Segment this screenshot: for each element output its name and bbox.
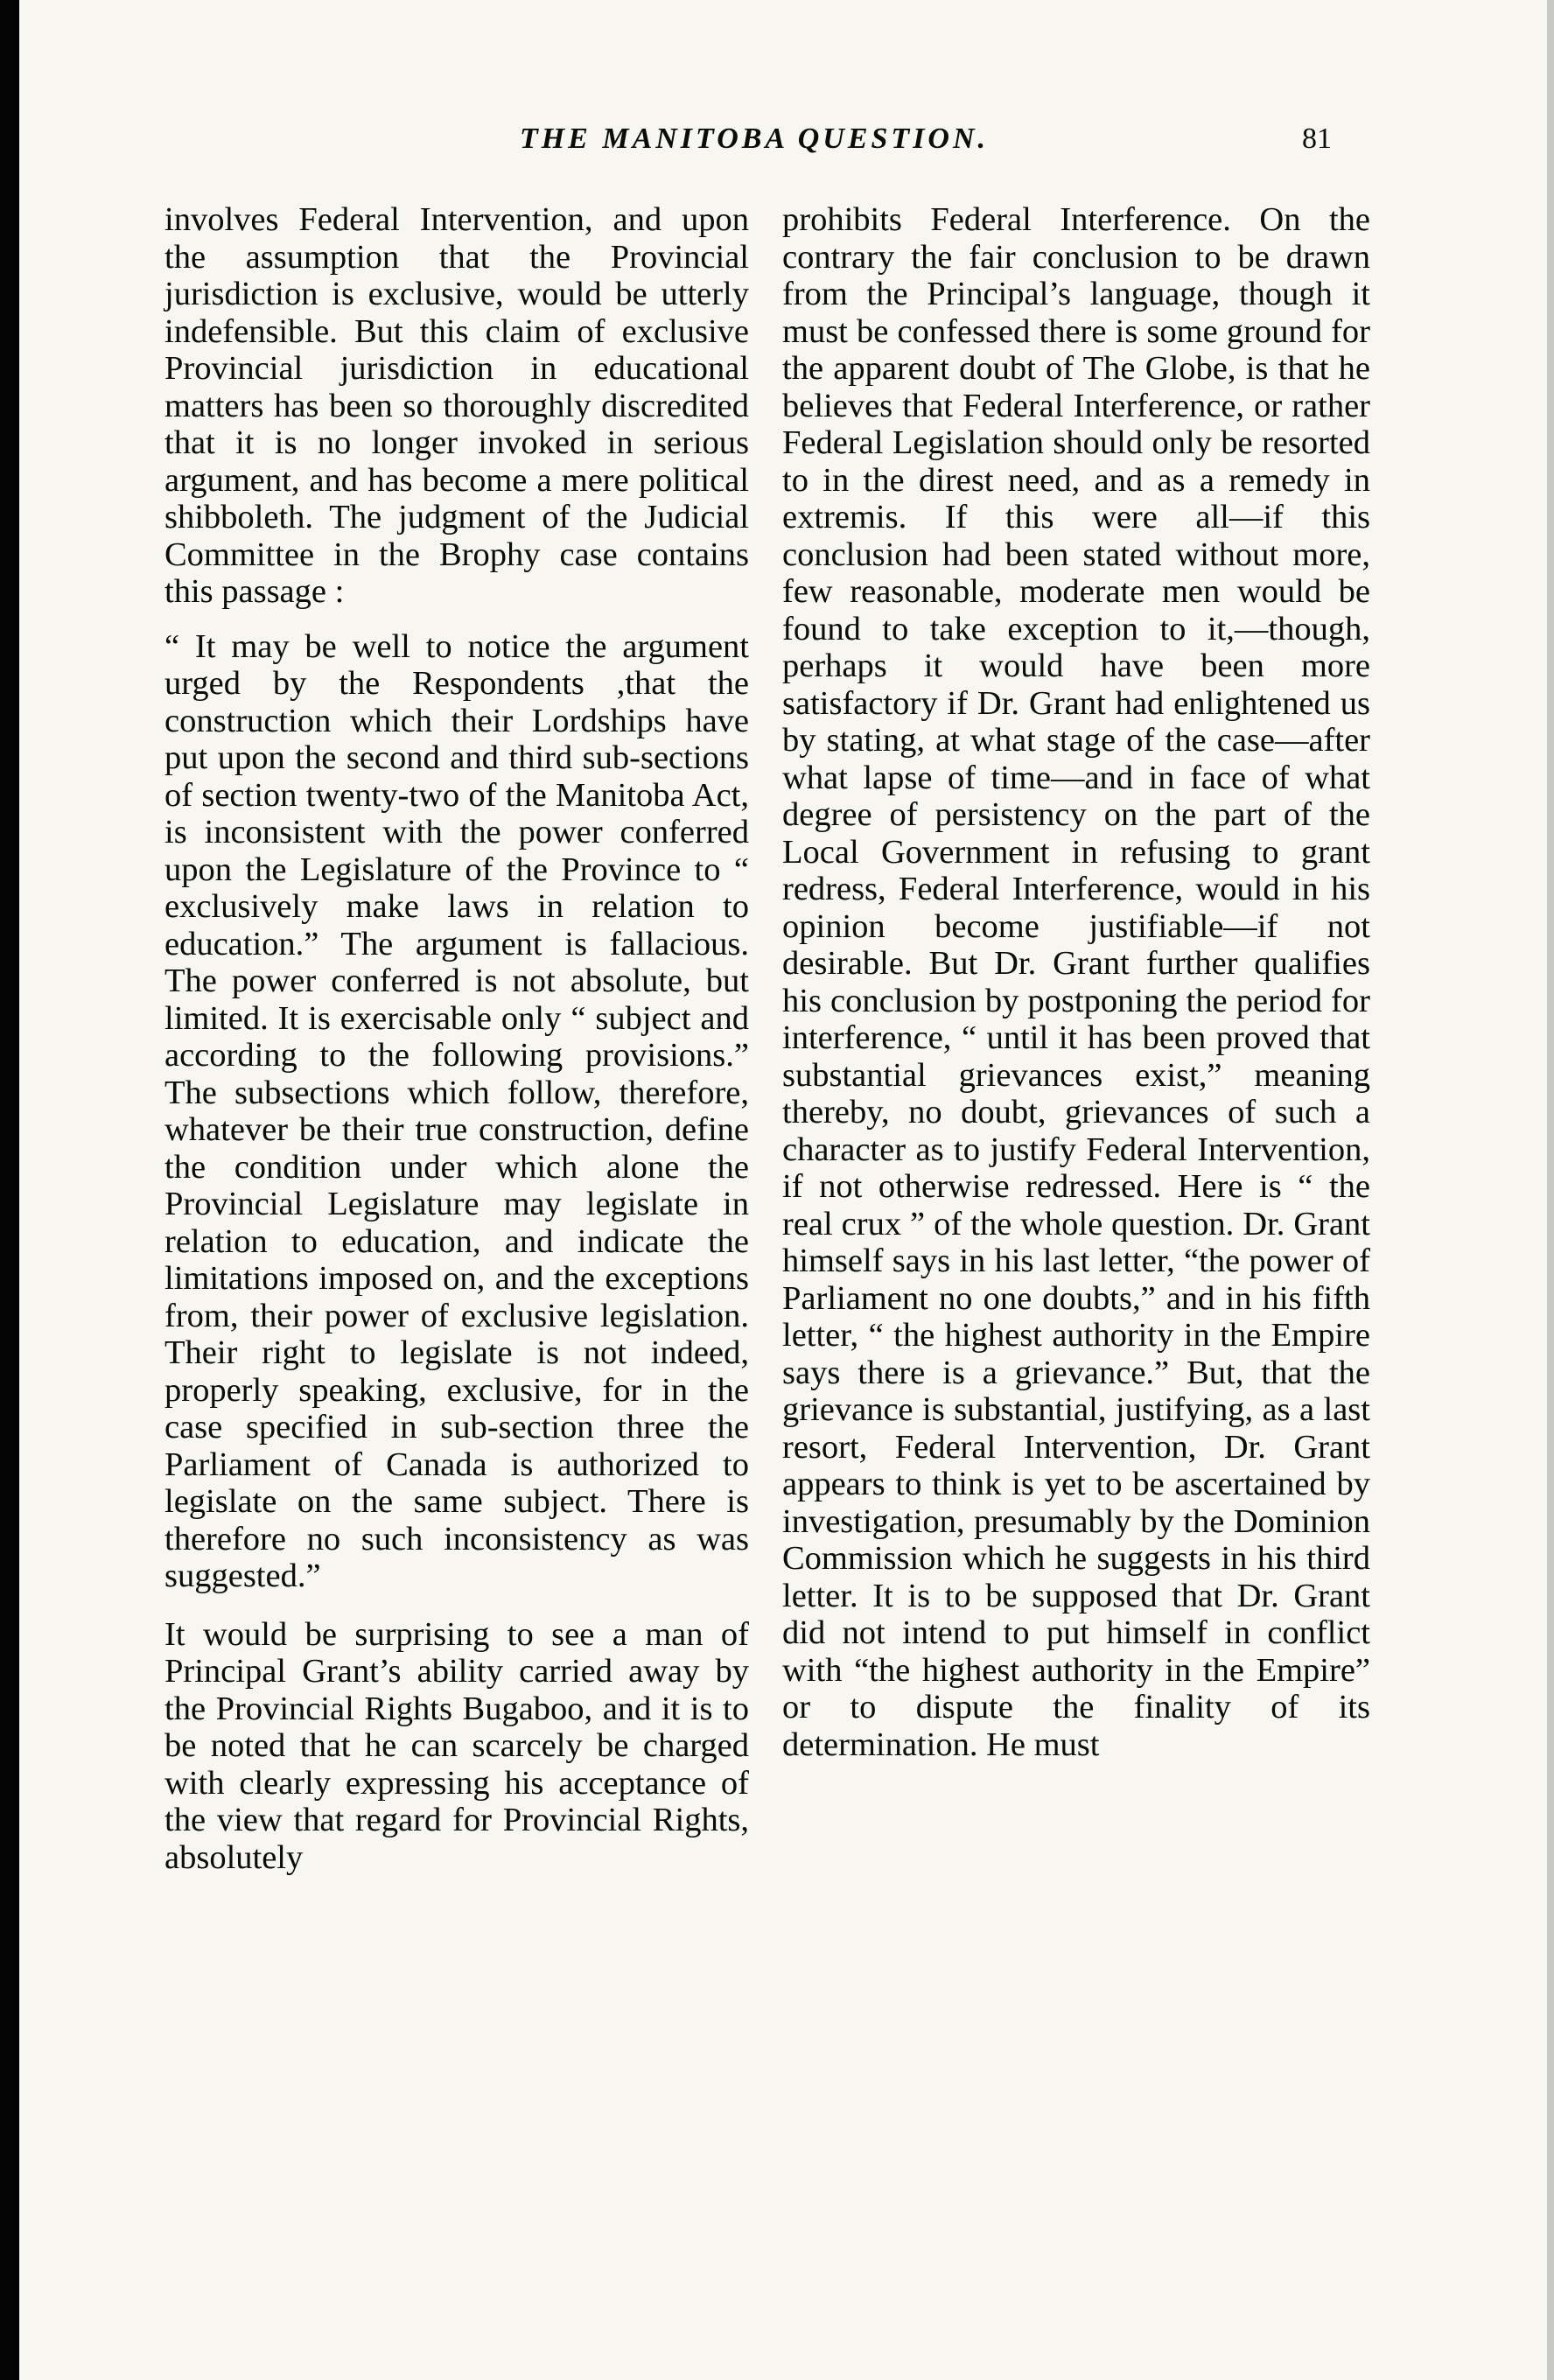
left-paragraph-1: involves Federal Intervention, and upon the assumption that the Provincial jurisdiction is exclusive, would be utterly indefensible. But this claim of exclusive Provincial jurisdiction in educational matters has been so thoroughly discredited that it is no longer invoked in serious argument, and has become a mere political shibboleth. The judgment of the Judicial Committee in the Brophy case contains this passage : [164, 201, 749, 610]
block-quote: “ It may be well to notice the argument urged by the Respondents ,that the construction which their Lordships have put upon the second and third sub-sections of section twenty-two of the Manitoba Act, is inconsistent with the power conferred upon the Legislature of the Province to “ exclusively make laws in relation to education.” The argument is fallacious. The power conferred is not absolute, but limited. It is exercisable only “ subject and according to the following provisions.” The subsections which follow, therefore, whatever be their true construction, define the condition under which alone the Provincial Legislature may legislate in relation to education, and indicate the limitations imposed on, and the exceptions from, their power of exclusive legislation. Their right to legislate is not indeed, properly speaking, exclusive, for in the case specified in sub-section three the Parliament of Canada is authorized to legislate on the same subject. There is therefore no such inconsistency as was suggested.” [164, 627, 749, 1594]
left-paragraph-2: It would be surprising to see a man of Principal Grant’s ability carried away by the Provincial Rights Bugaboo, and it is to be noted that he can scarcely be charged with clearly expressing his acceptance of the view that regard for Provincial Rights, absolutely [164, 1615, 749, 1876]
scan-right-edge [1547, 0, 1554, 2380]
right-column [782, 201, 1370, 1763]
page-number: 81 [1302, 122, 1332, 155]
book-page [19, 0, 1554, 2380]
running-header: THE MANITOBA QUESTION. [519, 122, 990, 155]
right-paragraph-1: prohibits Federal Interference. On the contrary the fair conclusion to be drawn from the Principal’s language, though it must be confessed there is some ground for the apparent doubt of The Globe, is that he believes that Federal Interference, or rather Federal Legislation should only be resorted to in the direst need, and as a remedy in extremis. If this were all—if this conclusion had been stated without more, few reasonable, moderate men would be found to take exception to it,—though, perhaps it would have been more satisfactory if Dr. Grant had enlightened us by stating, at what stage of the case—after what lapse of time—and in face of what degree of persistency on the part of the Local Government in refusing to grant redress, Federal Interference, would in his opinion become justifiable—if not desirable. But Dr. Grant further qualifies his conclusion by postponing the period for interference, “ until it has been proved that substantial grievances exist,” meaning thereby, no doubt, grievances of such a character as to justify Federal Intervention, if not otherwise redressed. Here is “ the real crux ” of the whole question. Dr. Grant himself says in his last letter, “the power of Parliament no one doubts,” and in his fifth letter, “ the highest authority in the Empire says there is a grievance.” But, that the grievance is substantial, justifying, as a last resort, Federal Intervention, Dr. Grant appears to think is yet to be ascertained by investigation, presumably by the Dominion Commission which he suggests in his third letter. It is to be supposed that Dr. Grant did not intend to put himself in conflict with “the highest authority in the Empire” or to dispute the finality of its determination. He must [782, 201, 1370, 1763]
left-column [164, 201, 749, 1876]
scan-left-edge [0, 0, 19, 2380]
